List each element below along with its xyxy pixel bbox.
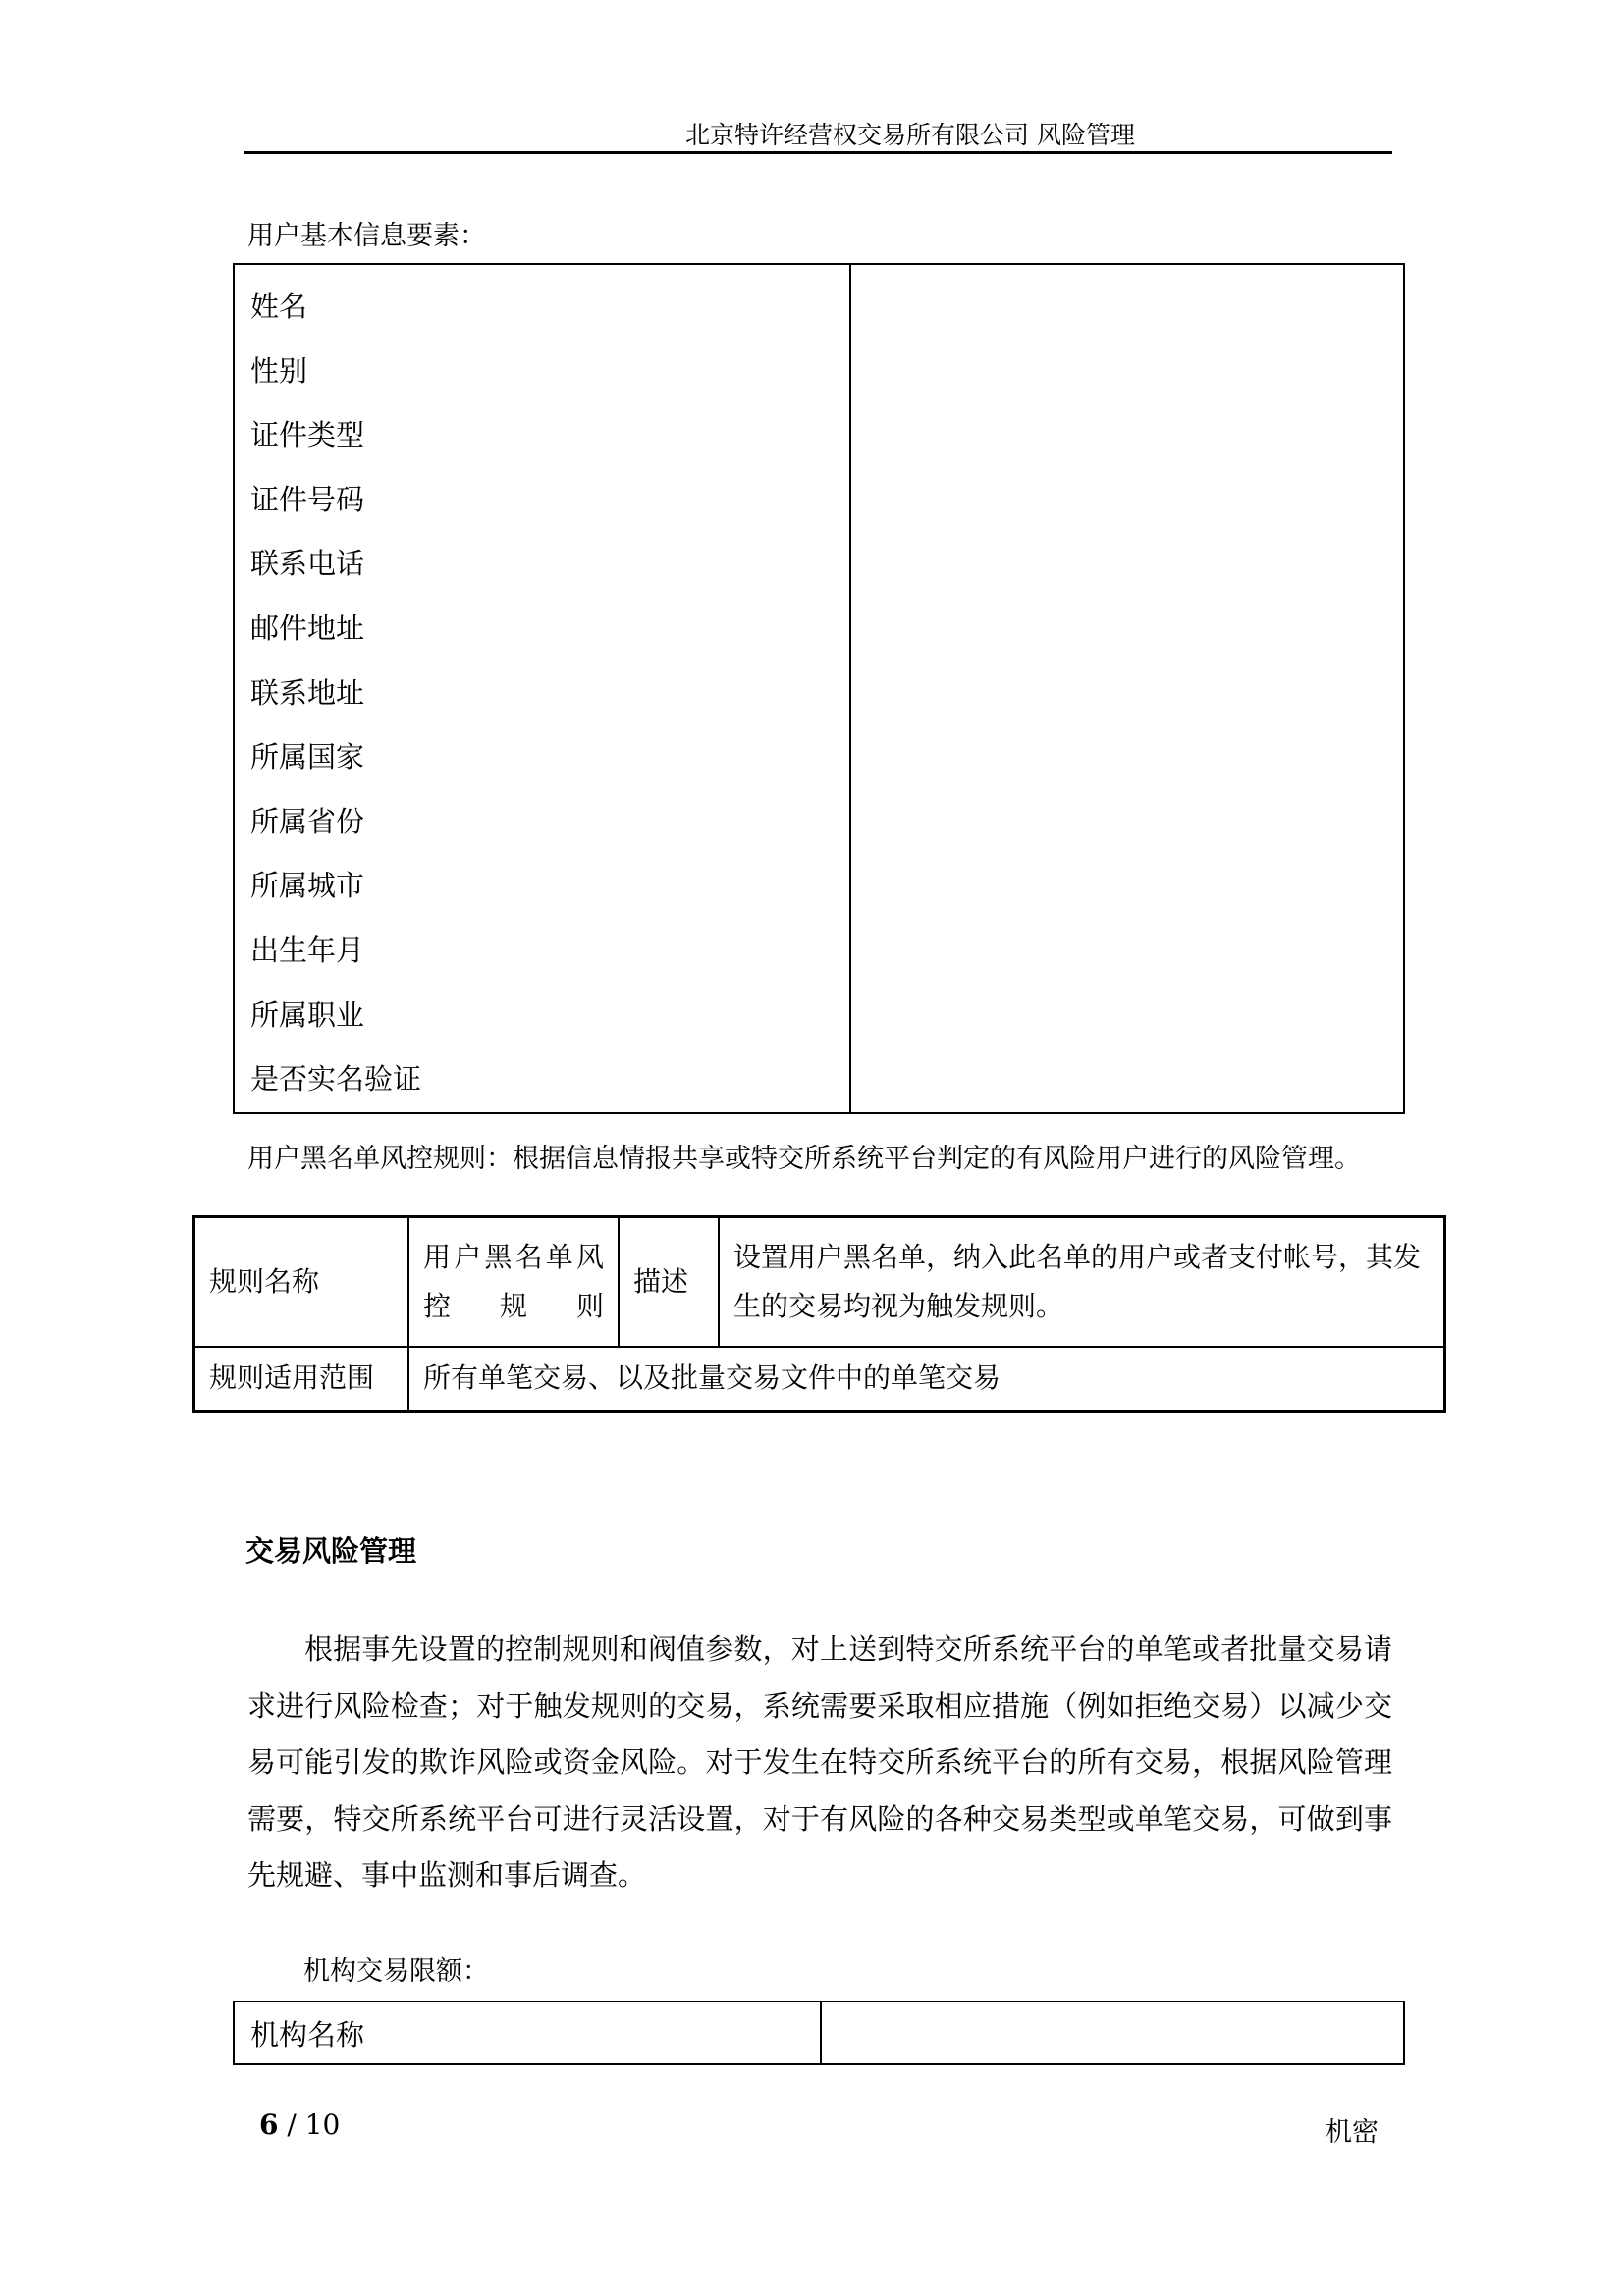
header-title: 北京特许经营权交易所有限公司 风险管理	[685, 121, 1135, 149]
section-heading: 交易风险管理	[245, 1534, 417, 1568]
desc-value: 设置用户黑名单，纳入此名单的用户或者支付帐号，其发生的交易均视为触发规则。	[719, 1217, 1445, 1347]
field-province: 所属省份	[250, 804, 365, 838]
org-limit-label: 机构交易限额：	[303, 1956, 489, 1987]
user-info-label: 用户基本信息要素：	[247, 221, 486, 251]
field-id-number: 证件号码	[250, 482, 365, 516]
field-city: 所属城市	[250, 869, 365, 903]
scope-value: 所有单笔交易、以及批量交易文件中的单笔交易	[408, 1347, 1445, 1412]
confidential-mark: 机密	[1326, 2117, 1379, 2148]
field-country: 所属国家	[250, 740, 365, 774]
org-limit-table	[233, 2001, 1405, 2065]
rule-name-label: 规则名称	[194, 1217, 409, 1347]
page-header	[244, 110, 1392, 154]
blacklist-intro: 用户黑名单风控规则：根据信息情报共享或特交所系统平台判定的有风险用户进行的风险管理。	[247, 1144, 1361, 1174]
field-occupation: 所属职业	[250, 997, 365, 1032]
blacklist-rule-table	[192, 1215, 1446, 1413]
page-current: 6	[259, 2109, 279, 2141]
scope-label: 规则适用范围	[194, 1347, 409, 1412]
field-phone: 联系电话	[250, 547, 365, 581]
org-name-value	[821, 2002, 1404, 2064]
rule-name-value: 用户黑名单风控规则	[408, 1217, 619, 1347]
user-info-fields-cell	[234, 264, 850, 1113]
field-verified: 是否实名验证	[250, 1062, 422, 1096]
field-address: 联系地址	[250, 675, 365, 710]
page-number	[259, 2109, 340, 2141]
field-name: 姓名	[250, 290, 308, 323]
field-email: 邮件地址	[250, 611, 365, 645]
field-id-type: 证件类型	[250, 418, 365, 453]
section-paragraph: 根据事先设置的控制规则和阀值参数，对上送到特交所系统平台的单笔或者批量交易请求进行风险检查；对于触发规则的交易，系统需要采取相应措施（例如拒绝交易）以减少交易可能引发的欺诈风险或资金风险。对于发生在特交所系统平台的所有交易，根据风险管理需要，特交所系统平台可进行灵活设置，对于有风险的各种交易类型或单笔交易，可做到事先规避、事中监测和事后调查。	[247, 1632, 1392, 1892]
desc-label: 描述	[619, 1217, 719, 1347]
page-total: / 10	[287, 2109, 341, 2141]
org-name-label: 机构名称	[234, 2002, 821, 2064]
user-info-values-cell	[850, 264, 1404, 1113]
user-info-table	[233, 263, 1405, 1114]
field-gender: 性别	[250, 353, 308, 388]
field-birth: 出生年月	[250, 933, 365, 967]
